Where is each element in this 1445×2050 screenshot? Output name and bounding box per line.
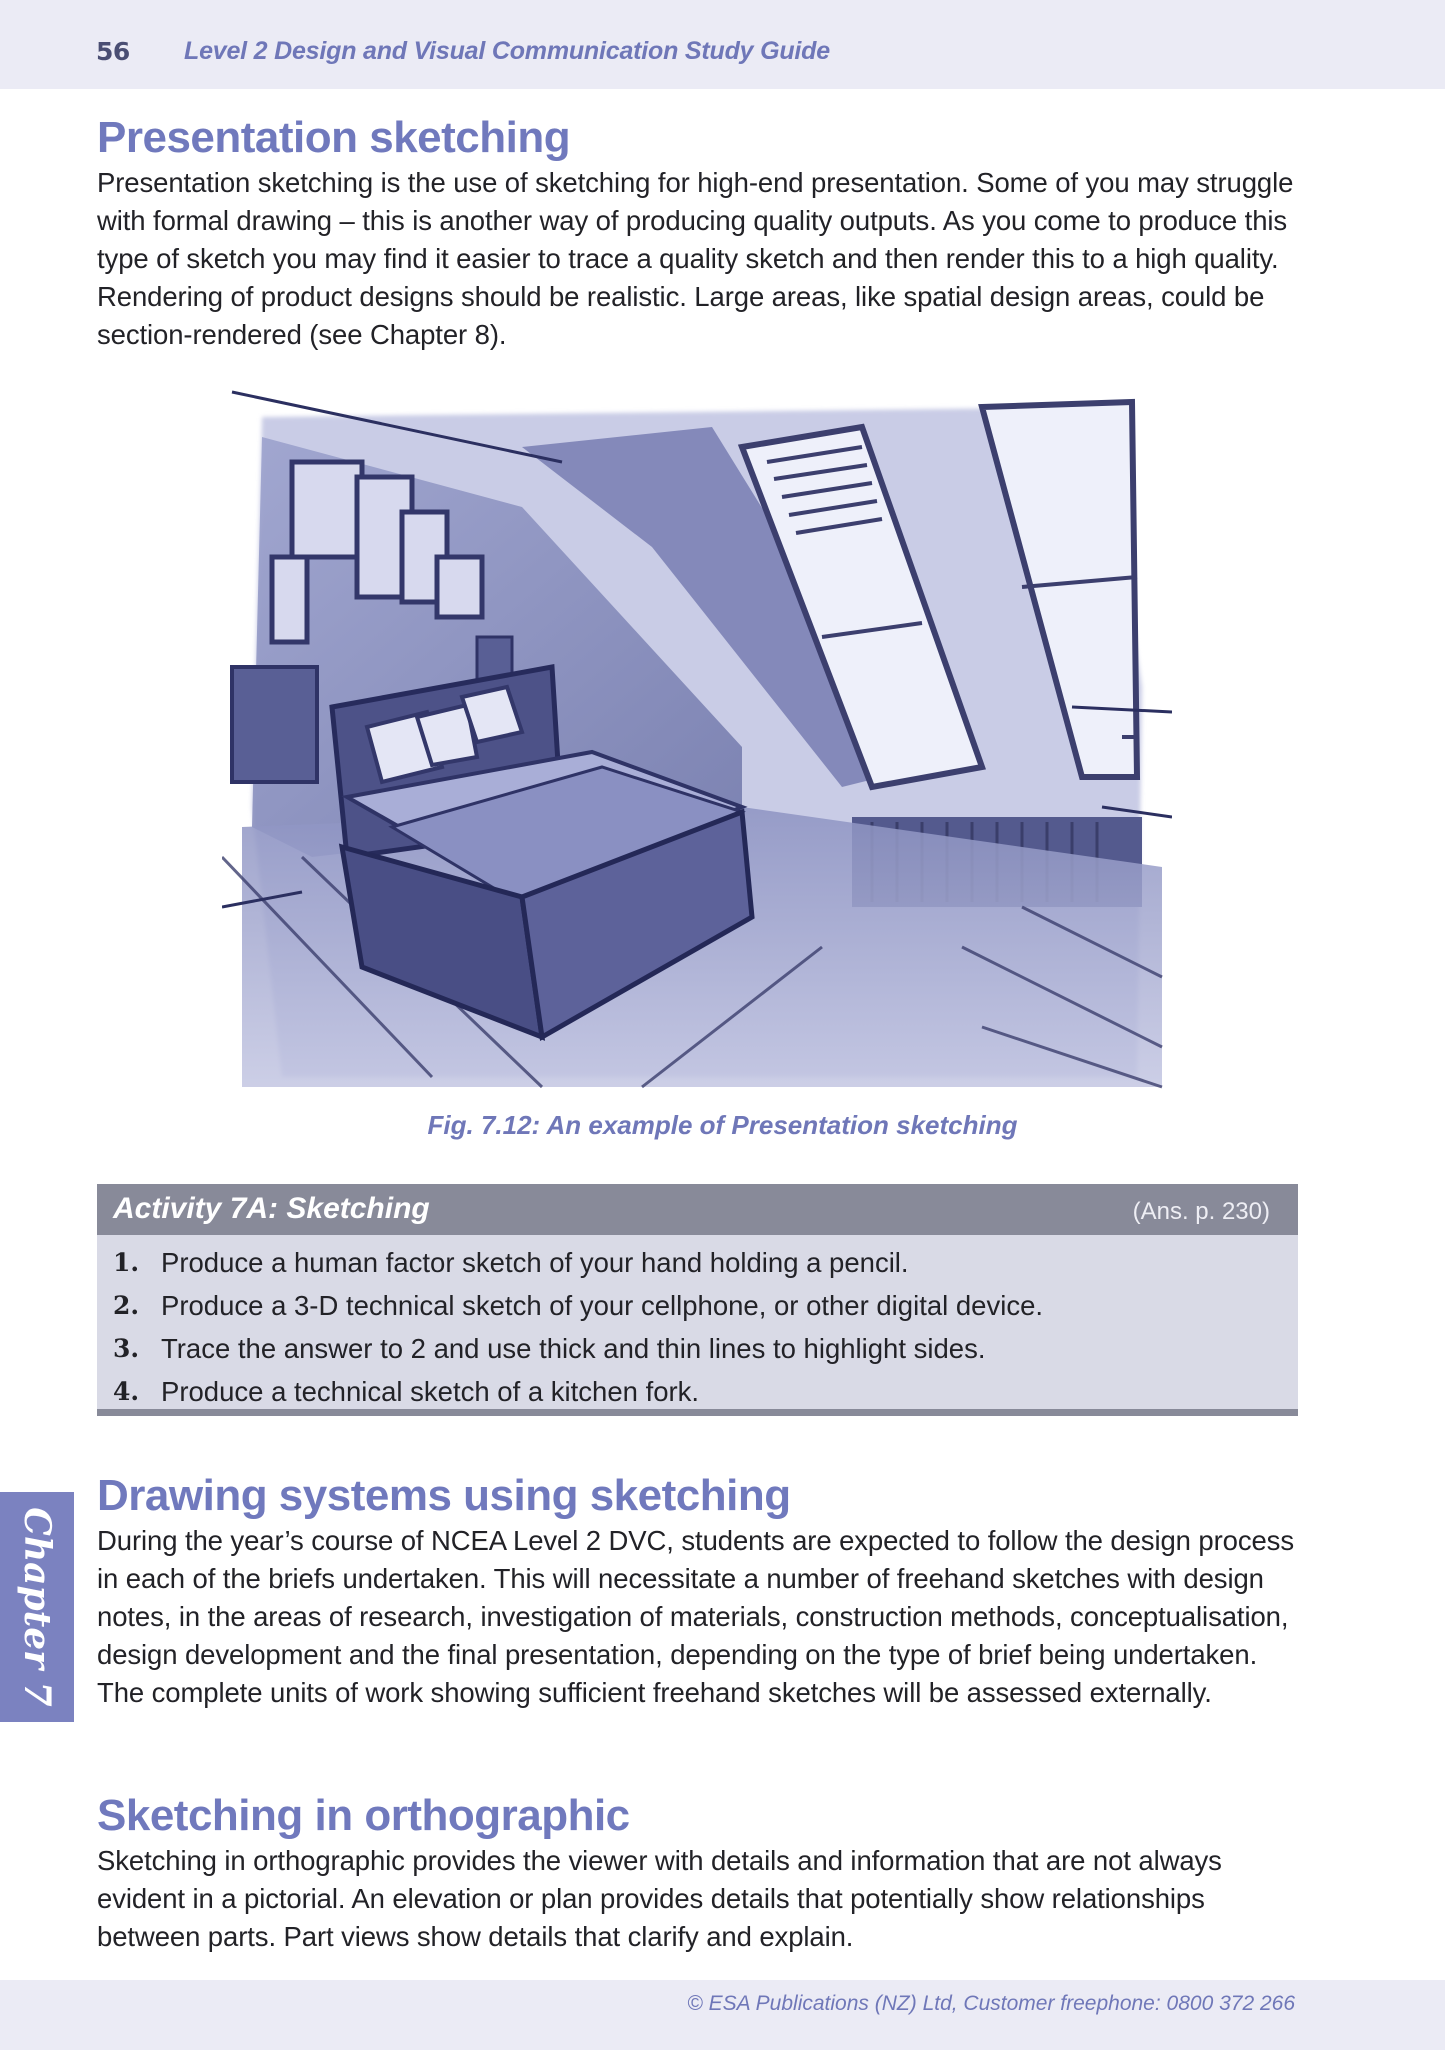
section-heading: Presentation sketching xyxy=(97,113,571,162)
activity-item-text: Trace the answer to 2 and use thick and thin lines to highlight sides. xyxy=(161,1333,986,1364)
page-footer xyxy=(0,1980,1445,2050)
activity-list xyxy=(97,1235,1298,1409)
section-heading: Drawing systems using sketching xyxy=(97,1471,791,1520)
activity-item-text: Produce a technical sketch of a kitchen fork. xyxy=(161,1376,700,1407)
activity-item-number: 1. xyxy=(113,1248,140,1277)
section-sketching-orthographic xyxy=(97,1790,1307,1956)
book-title: Level 2 Design and Visual Communication Study Guide xyxy=(184,37,830,65)
activity-item-text: Produce a 3-D technical sketch of your cellphone, or other digital device. xyxy=(161,1290,1044,1321)
activity-item-number: 4. xyxy=(113,1377,140,1406)
section-paragraph: Sketching in orthographic provides the viewer with details and information that are not always evident in a pictorial. An elevation or plan provides details that potentially show relationships between parts. Part views show details that clarify and explain. xyxy=(97,1845,1222,1952)
activity-title: Activity 7A: Sketching xyxy=(113,1192,430,1225)
activity-item-number: 3. xyxy=(113,1334,140,1363)
page-number: 56 xyxy=(96,37,130,66)
chapter-tab xyxy=(0,1492,74,1722)
bedroom-sketch-illustration xyxy=(222,387,1172,1090)
activity-item xyxy=(113,1370,1298,1413)
activity-box xyxy=(97,1184,1298,1416)
section-drawing-systems xyxy=(97,1470,1307,1712)
activity-item xyxy=(113,1241,1298,1284)
activity-answer-reference: (Ans. p. 230) xyxy=(1132,1198,1270,1225)
section-presentation-sketching xyxy=(97,112,1307,354)
activity-item xyxy=(113,1327,1298,1370)
section-heading: Sketching in orthographic xyxy=(97,1791,630,1840)
activity-header xyxy=(97,1184,1298,1235)
activity-item xyxy=(113,1284,1298,1327)
section-paragraph: During the year’s course of NCEA Level 2 DVC, students are expected to follow the design process in each of the briefs undertaken. This will necessitate a number of freehand sketches with design notes, in the areas of research, investigation of materials, construction methods, conceptualisation, design development and the final presentation, depending on the type of brief being undertaken. The complete units of work showing sufficient freehand sketches will be assessed externally. xyxy=(97,1525,1294,1708)
figure-caption xyxy=(0,1110,1445,1141)
activity-item-text: Produce a human factor sketch of your hand holding a pencil. xyxy=(161,1247,909,1278)
chapter-tab-label: Chapter 7 xyxy=(16,1507,58,1707)
figure-caption-text: Fig. 7.12: An example of Presentation sketching xyxy=(427,1110,1018,1140)
page-header xyxy=(0,0,1445,89)
activity-item-number: 2. xyxy=(113,1291,140,1320)
section-paragraph: Presentation sketching is the use of sketching for high-end presentation. Some of you may struggle with formal drawing – this is another way of producing quality outputs. As you come to produce this type of sketch you may find it easier to trace a quality sketch and then render this to a high quality. Rendering of product designs should be realistic. Large areas, like spatial design areas, could be section-rendered (see Chapter 8). xyxy=(97,167,1294,350)
copyright-text: © ESA Publications (NZ) Ltd, Customer freephone: 0800 372 266 xyxy=(687,1992,1295,2015)
bedroom-sketch-figure xyxy=(222,387,1172,1090)
